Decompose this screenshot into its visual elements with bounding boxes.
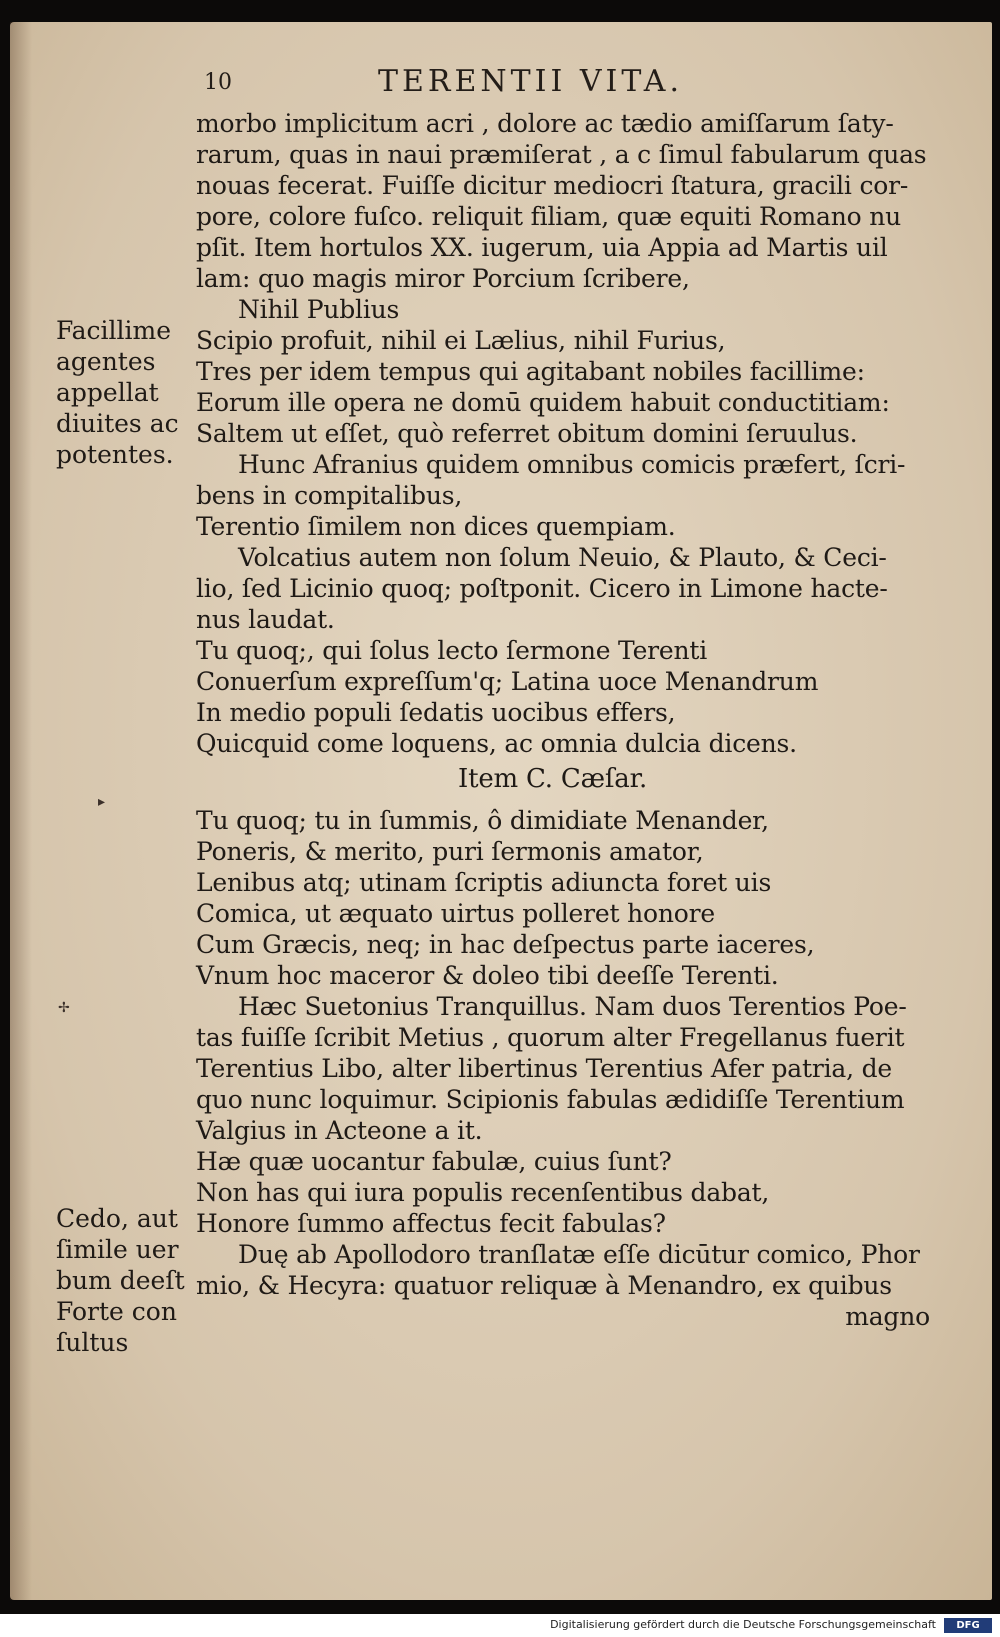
text-line: Valgius in Acteone a it. [196, 1116, 483, 1145]
text-line: Volcatius autem non ſolum Neuio, & Plauto, & Ceci- [238, 543, 887, 572]
text-line: Terentius Libo, alter libertinus Terentius Afer patria, de [196, 1054, 892, 1083]
marginal-line: diuites ac [56, 409, 179, 438]
marginal-note [56, 1203, 196, 1358]
page-number: 10 [204, 70, 232, 95]
marginal-line: potentes. [56, 440, 174, 469]
page-edge-shadow [10, 22, 32, 1600]
text-line: morbo implicitum acri , dolore ac tædio amiſſarum ſaty- [196, 109, 894, 138]
verse-line: Lenibus atq; utinam ſcriptis adiuncta foret uis [196, 868, 772, 897]
verse-line: Nihil Publius [238, 295, 400, 324]
section-heading: Item C. Cæſar. [458, 764, 648, 794]
text-line: nus laudat. [196, 605, 335, 634]
text-line: Hæc Suetonius Tranquillus. Nam duos Terentios Poe- [238, 992, 907, 1021]
dfg-logo: DFG [944, 1618, 992, 1633]
verse-line: Scipio profuit, nihil ei Lælius, nihil Furius, [196, 326, 726, 355]
verse-line: Poneris, & merito, puri ſermonis amator, [196, 837, 704, 866]
text-line: bens in compitalibus, [196, 481, 463, 510]
running-title: TERENTII VITA. [378, 64, 683, 99]
verse-line: Quicquid come loquens, ac omnia dulcia dicens. [196, 729, 797, 758]
text-line: Duę ab Apollodoro tranſlatæ eſſe dicūtur comico, Phor [238, 1240, 920, 1269]
text-line: quo nunc loquimur. Scipionis fabulas ædidiſſe Terentium [196, 1085, 905, 1114]
verse-line: Vnum hoc maceror & doleo tibi deeſſe Terenti. [196, 961, 779, 990]
verse-line: Saltem ut eſſet, quò referret obitum domini ſeruulus. [196, 419, 858, 448]
margin-mark-icon: ▸ [98, 794, 106, 810]
margin-mark-icon: ✢ [58, 1000, 70, 1016]
verse-line: Terentio ſimilem non dices quempiam. [196, 512, 676, 541]
text-line: Hunc Afranius quidem omnibus comicis præfert, ſcri- [238, 450, 906, 479]
text-line: tas fuiſſe ſcribit Metius , quorum alter Fregellanus fuerit [196, 1023, 905, 1052]
verse-line: Non has qui iura populis recenſentibus dabat, [196, 1178, 770, 1207]
verse-line: Comica, ut æquato uirtus polleret honore [196, 899, 715, 928]
text-line: nouas fecerat. Fuiſſe dicitur mediocri ſtatura, gracili cor- [196, 171, 909, 200]
verse-line: Cum Græcis, neq; in hac deſpectus parte iaceres, [196, 930, 815, 959]
text-line: mio, & Hecyra: quatuor reliquæ à Menandro, ex quibus [196, 1271, 892, 1300]
verse-line: In medio populi ſedatis uocibus effers, [196, 698, 676, 727]
marginal-line: bum deeſt [56, 1266, 185, 1295]
marginal-line: Forte con [56, 1297, 177, 1326]
running-head [0, 64, 1000, 104]
marginal-note [56, 315, 196, 470]
marginal-line: agentes [56, 347, 156, 376]
verse-line: Eorum ille opera ne domū quidem habuit conductitiam: [196, 388, 890, 417]
verse-line: Tres per idem tempus qui agitabant nobiles facillime: [196, 357, 865, 386]
marginal-line: ſultus [56, 1328, 129, 1357]
text-line: rarum, quas in naui præmiſerat , a c ſimul fabularum quas [196, 140, 927, 169]
text-line: lam: quo magis miror Porcium ſcribere, [196, 264, 690, 293]
text-line: pſit. Item hortulos XX. iugerum, uia Appia ad Martis uil [196, 233, 888, 262]
text-line: pore, colore fuſco. reliquit filiam, quæ equiti Romano nu [196, 202, 901, 231]
digitization-credit: Digitalisierung gefördert durch die Deutsche Forschungsgemeinschaft [550, 1618, 936, 1631]
text-line: lio, ſed Licinio quoq; poſtponit. Cicero in Limone hacte- [196, 574, 888, 603]
marginal-line: ſimile uer [56, 1235, 179, 1264]
marginal-line: Facillime [56, 316, 172, 345]
body-text [196, 108, 936, 1332]
marginal-line: appellat [56, 378, 159, 407]
verse-line: Tu quoq;, qui ſolus lecto ſermone Terenti [196, 636, 708, 665]
verse-line: Hæ quæ uocantur fabulæ, cuius ſunt? [196, 1147, 672, 1176]
verse-line: Tu quoq; tu in ſummis, ô dimidiate Menander, [196, 806, 769, 835]
catchword: magno [845, 1302, 930, 1331]
verse-line: Honore ſummo affectus fecit fabulas? [196, 1209, 666, 1238]
verse-line: Conuerſum expreſſum'q; Latina uoce Menandrum [196, 667, 819, 696]
marginal-line: Cedo, aut [56, 1204, 178, 1233]
